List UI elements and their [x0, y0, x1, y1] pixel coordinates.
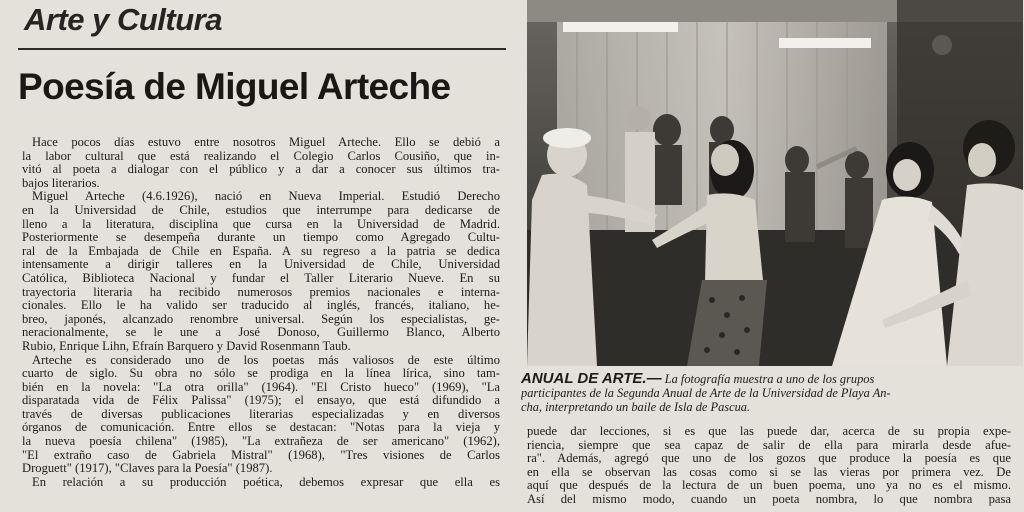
body-text-line: vitó al poeta a dialogar con el público y a dar a conocer sus últimos tra- [22, 163, 500, 177]
body-text-line: órganos de comunicación. Entre ellos se destacan: "Notas para la vieja y [22, 421, 500, 435]
body-text-line: disparatada vida de Félix Palissa" (1975); el ensayo, que está difundido a [22, 394, 500, 408]
caption-line-1: La fotografía muestra a uno de los grupos [664, 372, 875, 386]
body-text-line: Miguel Arteche (4.6.1926), nació en Nueva Imperial. Estudió Derecho [32, 190, 500, 204]
body-text-line: la nueva poesía chilena" (1985), "La extrañeza de ser americano" (1962), [22, 435, 500, 449]
body-text-line: en la Universidad de Chile, estudios que interrumpe para dedicarse de [22, 203, 500, 217]
photo-caption [521, 372, 1021, 414]
body-text-line: intensamente a dirigir talleres en la Universidad de Chile, Universidad [22, 258, 500, 272]
body-text-line: "El extraño caso de Gabriela Mistral" (1968), "Tres visiones de Carlos [22, 448, 500, 462]
body-text-line: puede dar lecciones, si es que las puede dar, acerca de su propia expe- [527, 425, 1011, 438]
article-photograph [527, 0, 1023, 366]
body-text-line: Arteche es considerado uno de los poetas más valiosos de este último [32, 353, 500, 367]
body-text-line: Católica, Biblioteca Nacional y fundar el Taller Literario Nueve. En su [22, 271, 500, 285]
article-headline: Poesía de Miguel Arteche [18, 66, 451, 107]
body-text-line: lleno a la literatura, disciplina que cursa en la Universidad de Madrid. [22, 217, 500, 231]
caption-line-2: participantes de la Segunda Anual de Arte de la Universidad de Playa An- [521, 386, 891, 400]
body-text-line: breo, japonés, alcanzado renombre universal. Según los especialistas, ge- [22, 312, 500, 326]
body-text-line: ral de la Embajada de Chile en España. A su regreso a la patria se dedica [22, 244, 500, 258]
body-text-line: trayectoria literaria ha recibido numerosos premios nacionales e interna- [22, 285, 500, 299]
body-text-line: bajos literarios. [22, 176, 100, 190]
caption-title: ANUAL DE ARTE.— [521, 372, 662, 386]
body-text-line: cionales. Ello le ha valido ser traducido al inglés, francés, italiano, he- [22, 299, 500, 313]
article-body-left-column [22, 136, 500, 489]
body-text-line: Hace pocos días estuvo entre nosotros Miguel Arteche. Ello se debió a [32, 136, 500, 149]
article-body-right-column [527, 425, 1011, 507]
section-rule [18, 48, 506, 50]
body-text-line: en ella se observan las cosas como si se las vieras por primera vez. De [527, 465, 1011, 479]
section-label: Arte y Cultura [24, 2, 222, 37]
body-text-line: Posteriormente se desempeña durante un tiempo como Agregado Cultu- [22, 231, 500, 245]
body-text-line: Droguett" (1917), "Claves para la Poesía" (1987). [22, 462, 273, 476]
body-text-line: riencia, siempre que sea capaz de salir de ella para mirarla desde afue- [527, 438, 1011, 452]
body-text-line: través de diversas publicaciones literarias especializadas y en diversos [22, 407, 500, 421]
body-text-line: Rubio, Enrique Lihn, Efraín Barquero y David Rosenmann Taub. [22, 339, 351, 353]
photograph-dancers-icon [527, 0, 1023, 366]
body-text-line: aquí que después de la lectura de un buen poema, uno ya no es el mismo. [527, 479, 1011, 493]
body-text-line: bién en la novela: "La otra orilla" (1964). "El Cristo hueco" (1969), "La [22, 380, 500, 394]
caption-line-3: cha, interpretando un baile de Isla de Pascua. [521, 400, 751, 414]
body-text-line: Así del mismo modo, cuando un poeta nombra, lo que nombra pasa [527, 492, 1011, 506]
body-text-line: cuarto de siglo. Su obra no sólo se prodiga en la línea lírica, sino tam- [22, 367, 500, 381]
body-text-line: En relación a su producción poética, debemos expresar que ella es [32, 475, 500, 489]
body-text-line: la labor cultural que está realizando el Colegio Carlos Cousiño, que in- [22, 149, 500, 163]
body-text-line: ra". Además, agregó que uno de los gozos que produce la poesía es que [527, 452, 1011, 466]
body-text-line: neracionalmente, se le une a José Donoso, Guillermo Blanco, Alberto [22, 326, 500, 340]
